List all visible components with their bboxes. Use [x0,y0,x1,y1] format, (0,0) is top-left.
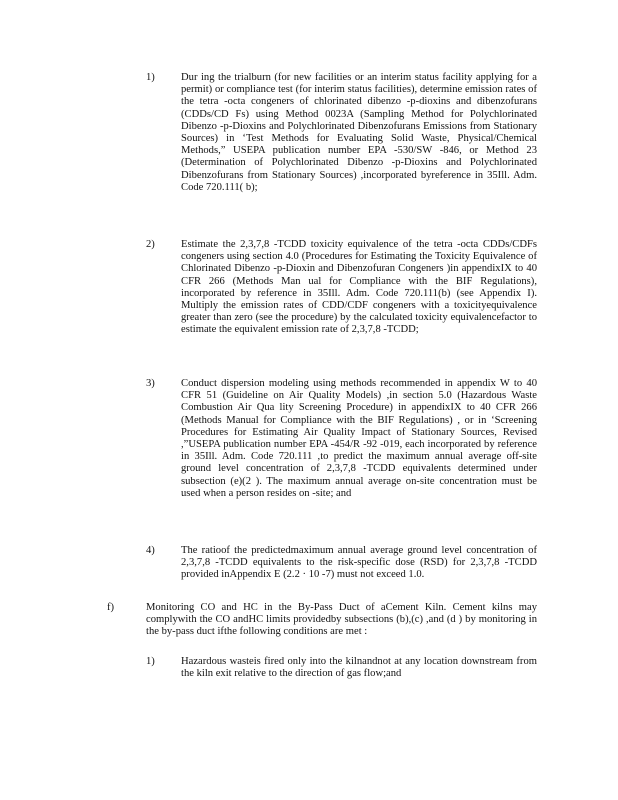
item-text: Monitoring CO and HC in the By-Pass Duct of aCement Kiln. Cement kilns may complywith the CO andHC limits providedby subsections (b),(c) ,and (d ) by monitoring in the by-pass duct ifthe following conditions are met : [146,602,537,638]
item-number: 1) [146,656,155,667]
item-number: 2) [146,239,155,250]
subsection-f-item-1 [0,656,618,691]
item-text: Hazardous wasteis fired only into the kilnandnot at any location downstream from the kiln exit relative to the direction of gas flow;and [181,656,537,680]
item-number: f) [107,602,115,613]
list-item-1 [0,72,618,232]
item-number: 3) [146,378,155,389]
list-item-2 [0,239,618,369]
list-item-4 [0,545,618,590]
item-number: 4) [146,545,155,556]
list-item-3 [0,378,618,538]
item-text: The ratioof the predictedmaximum annual average ground level concentration of 2,3,7,8 -TCDD equivalents to the risk-specific dose (RSD) for 2,3,7,8 -TCDD provided inAppendix E (2.2 · 10 -7) must not exceed 1.0. [181,545,537,581]
item-text: Dur ing the trialburn (for new facilities or an interim status facility applying for a permit) or compliance test (for interim status facilities), determine emission rates of the tetra -octa congeners of chlorinated dibenzo -p-dioxins and dibenzofurans (CDDs/CD Fs) using Method 0023A (Sampling Method for Polychlorinated Dibenzo -p-Dioxins and Polychlorinated Dibenzofurans Emissions from Stationary Sources) in ‘Test Methods for Evaluating Solid Waste, Physical/Chemical Methods,” USEPA publication number EPA -530/SW -846, or Method 23 (Determination of Polychlorinated Dibenzo -p-Dioxins and Polychlorinated Dibenzofurans from Stationary Sources) ,incorporated byreference in 35Ill. Adm. Code 720.111( b); [181,72,537,193]
item-text: Estimate the 2,3,7,8 -TCDD toxicity equivalence of the tetra -octa CDDs/CDFs congeners using section 4.0 (Procedures for Estimating the Toxicity Equivalence of Chlorinated Dibenzo -p-Dioxin and Dibenzofuran Congeners )in appendixIX to 40 CFR 266 (Methods Man ual for Compliance with the BIF Regulations), incorporated by reference in 35Ill. Adm. Code 720.111(b) (see Appendix I). Multiply the emission rates of CDD/CDF congeners with a toxicityequivalence greater than zero (see the procedure) by the calculated toxicity equivalencefactor to estimate the equivalent emission rate of 2,3,7,8 -TCDD; [181,239,537,336]
item-text: Conduct dispersion modeling using methods recommended in appendix W to 40 CFR 51 (Guideline on Air Quality Models) ,in section 5.0 (Hazardous Waste Combustion Air Qua lity Screening Procedure) in appendixIX to 40 CFR 266 (Methods Manual for Compliance with the BIF Regulations) , or in ‘Screening Procedures for Estimating Air Quality Impact of Stationary Sources, Revised ,”USEPA publication number EPA -454/R -92 -019, each incorporated by reference in 35Ill. Adm. Code 720.111 ,to predict the maximum annual average off-site ground level concentration of 2,3,7,8 -TCDD equivalents determined under subsection (e)(2 ). The maximum annual average on-site concentration must be used when a person resides on -site; and [181,378,537,499]
subsection-f [0,602,618,647]
item-number: 1) [146,72,155,83]
